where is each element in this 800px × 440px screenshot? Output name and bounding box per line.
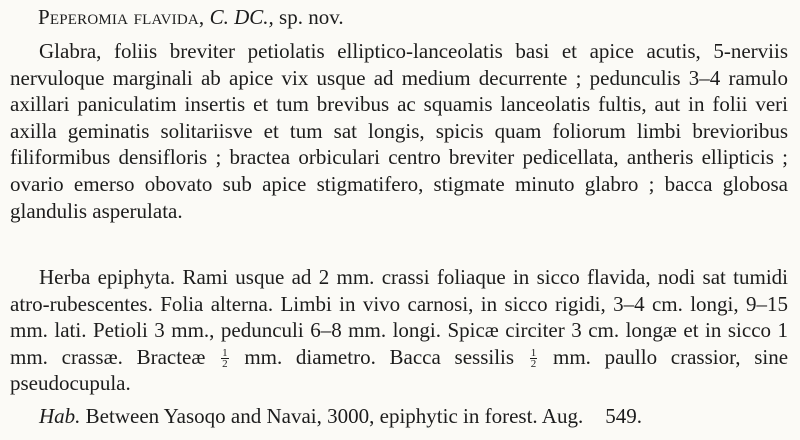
notes-part-2: mm. diametro. Bacca sessilis <box>244 344 515 369</box>
notes-part-3: mm. paullo crassior, sine pseudocupula. <box>10 344 789 396</box>
habitat-label: Hab. <box>39 404 81 428</box>
fraction-denominator: 2 <box>530 358 537 371</box>
habitat-text: Between Yasoqo and Navai, 3000, epiphytic in forest. <box>85 404 538 428</box>
fraction-numerator: 1 <box>222 347 228 360</box>
specimen-number: 549. <box>605 404 642 428</box>
species-heading <box>38 4 344 30</box>
notes-part-1: Herba epiphyta. Rami usque ad 2 mm. crassi foliaque in sicco flavida, nodi sat tumidi atro-rubescentes. Folia alterna. Limbi in vivo carnosi, in sicco rigidi, 3–4 cm. longi, 9–15 mm. lati. Petioli 3 mm., pedunculi 6–8 mm. longi. Spicæ circiter 3 cm. longæ et in sicco 1 mm. crassæ. Bracteæ <box>10 265 788 369</box>
species-author: C. DC., <box>209 5 274 29</box>
fraction-numerator: 1 <box>530 347 537 360</box>
latin-description: Glabra, foliis breviter petiolatis elliptico-lanceolatis basi et apice acutis, 5-nerviis nervuloque marginali ab apice vix usque ad medium decurrente ; pedunculis 3–4 ramulo axillari paniculatim insertis et tum brevibus ac squamis lanceolatis fultis, aut in folii veri axilla geminatis solitariisve et tum sat longis, spicis quam foliorum limbi brevioribus filiformibus densifloris ; bractea orbiculari centro breviter pedicellata, antheris ellipticis ; ovario emerso obovato sub apice stigmatifero, stigmate minuto glabro ; bacca globosa glandulis asperulata. <box>10 39 788 223</box>
descriptive-notes <box>10 264 788 397</box>
species-status: sp. nov. <box>279 5 344 29</box>
species-name: Peperomia flavida, <box>38 5 205 29</box>
habitat-line <box>10 403 788 430</box>
fraction-one-half <box>221 348 229 369</box>
collection-date: Aug. <box>541 404 584 428</box>
fraction-denominator: 2 <box>222 358 228 371</box>
fraction-one-half <box>530 348 538 369</box>
